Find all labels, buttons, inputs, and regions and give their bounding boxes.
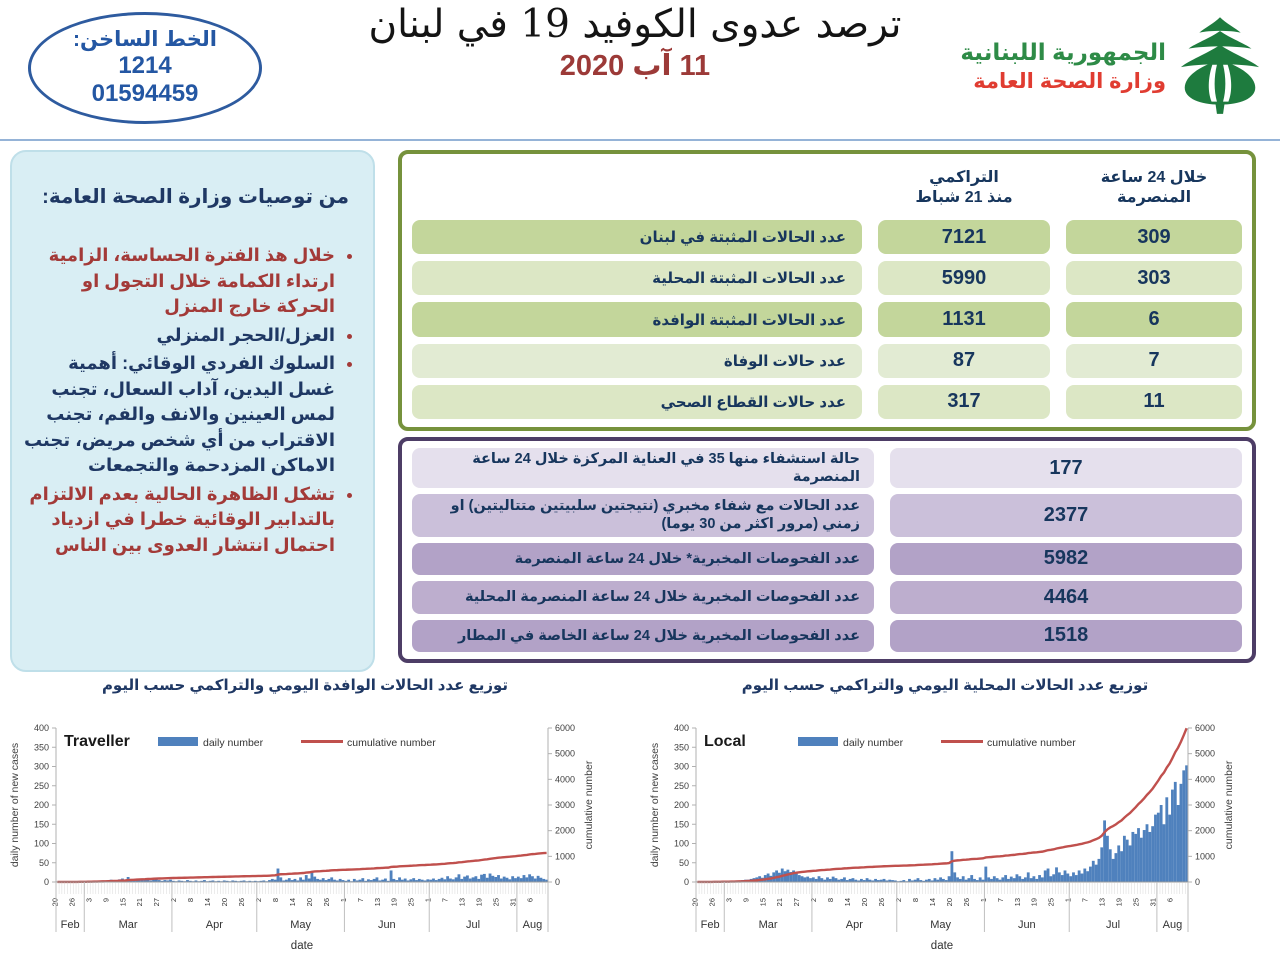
svg-text:7: 7 bbox=[356, 898, 365, 902]
list-item: • السلوك الفردي الوقائي: أهمية غسل اليدين، آداب السعال، تجنب لمس العينين والانف والفم، تجنب الاقتراب من أي شخص مريض، تجنب الاماكن المزدحمة والتجمعات bbox=[22, 351, 335, 479]
svg-text:200: 200 bbox=[34, 800, 49, 810]
table-row bbox=[412, 448, 1242, 488]
svg-text:400: 400 bbox=[674, 723, 689, 733]
recommendations-panel bbox=[10, 150, 375, 672]
svg-text:0: 0 bbox=[555, 877, 560, 887]
table-row bbox=[412, 620, 1242, 653]
table-row bbox=[412, 543, 1242, 576]
svg-text:2: 2 bbox=[894, 898, 903, 902]
row-label-recovered: عدد الحالات مع شفاء مخبري (نتيجتين سلبيتين متتاليتين) او زمني (مرور اكثر من 30 يوما) bbox=[412, 494, 874, 536]
svg-text:Apr: Apr bbox=[846, 919, 863, 931]
svg-text:20: 20 bbox=[860, 898, 869, 906]
svg-text:2: 2 bbox=[169, 898, 178, 902]
svg-text:1: 1 bbox=[424, 898, 433, 902]
svg-text:26: 26 bbox=[877, 898, 886, 906]
svg-text:Traveller: Traveller bbox=[64, 733, 130, 750]
svg-text:Mar: Mar bbox=[119, 919, 138, 931]
svg-text:26: 26 bbox=[237, 898, 246, 906]
svg-text:0: 0 bbox=[1195, 877, 1200, 887]
svg-text:20: 20 bbox=[945, 898, 954, 906]
svg-text:6: 6 bbox=[1165, 898, 1174, 902]
column-header-cumulative: التراكمي منذ 21 شباط bbox=[878, 158, 1050, 213]
svg-text:50: 50 bbox=[39, 858, 49, 868]
svg-text:Feb: Feb bbox=[61, 919, 80, 931]
cell-24h-confirmed-local: 303 bbox=[1066, 261, 1242, 295]
svg-text:25: 25 bbox=[1132, 898, 1141, 906]
svg-text:400: 400 bbox=[34, 723, 49, 733]
svg-text:cumulative number: cumulative number bbox=[347, 737, 436, 749]
recovery-tests-table bbox=[398, 437, 1256, 663]
svg-text:0: 0 bbox=[684, 877, 689, 887]
svg-text:6000: 6000 bbox=[1195, 723, 1215, 733]
hotline-badge bbox=[28, 12, 262, 124]
hotline-number-short: 1214 bbox=[118, 52, 171, 80]
svg-text:19: 19 bbox=[1030, 898, 1039, 906]
svg-text:4000: 4000 bbox=[1195, 774, 1215, 784]
svg-text:20: 20 bbox=[220, 898, 229, 906]
svg-text:15: 15 bbox=[118, 898, 127, 906]
traveller-chart-svg bbox=[6, 716, 606, 958]
cell-24h-health-sector: 11 bbox=[1066, 385, 1242, 419]
svg-text:May: May bbox=[930, 919, 951, 931]
svg-text:2000: 2000 bbox=[1195, 826, 1215, 836]
report-header bbox=[0, 0, 1280, 141]
row-label-deaths: عدد حالات الوفاة bbox=[412, 344, 862, 378]
svg-text:100: 100 bbox=[674, 839, 689, 849]
svg-text:6000: 6000 bbox=[555, 723, 575, 733]
table-row bbox=[412, 581, 1242, 614]
hotline-label: الخط الساخن: bbox=[73, 28, 217, 52]
local-chart-arabic-title: توزيع عدد الحالات المحلية اليومي والتراكمي حسب اليوم bbox=[700, 676, 1190, 694]
svg-text:2000: 2000 bbox=[555, 826, 575, 836]
logo-republic-label: الجمهورية اللبنانية bbox=[960, 37, 1166, 68]
svg-text:13: 13 bbox=[458, 898, 467, 906]
title-block bbox=[320, 2, 950, 83]
cell-tests-24h: 5982 bbox=[890, 543, 1242, 576]
svg-text:19: 19 bbox=[475, 898, 484, 906]
svg-text:0: 0 bbox=[44, 877, 49, 887]
svg-text:3000: 3000 bbox=[555, 800, 575, 810]
row-label-confirmed-imported: عدد الحالات المثبتة الوافدة bbox=[412, 302, 862, 336]
svg-text:250: 250 bbox=[674, 781, 689, 791]
report-date: 11 آب 2020 bbox=[320, 48, 950, 83]
row-label-tests-local: عدد الفحوصات المخبرية خلال 24 ساعة المنصرمة المحلية bbox=[412, 581, 874, 614]
svg-text:25: 25 bbox=[1047, 898, 1056, 906]
svg-text:27: 27 bbox=[792, 898, 801, 906]
svg-text:Aug: Aug bbox=[523, 919, 543, 931]
svg-text:3: 3 bbox=[724, 898, 733, 902]
svg-text:300: 300 bbox=[34, 762, 49, 772]
svg-text:13: 13 bbox=[373, 898, 382, 906]
svg-text:300: 300 bbox=[674, 762, 689, 772]
svg-text:150: 150 bbox=[34, 819, 49, 829]
svg-text:100: 100 bbox=[34, 839, 49, 849]
row-label-tests-airport: عدد الفحوصات المخبرية خلال 24 ساعة الخاصة في المطار bbox=[412, 620, 874, 653]
svg-text:350: 350 bbox=[674, 742, 689, 752]
svg-text:150: 150 bbox=[674, 819, 689, 829]
svg-text:4000: 4000 bbox=[555, 774, 575, 784]
recommendations-list bbox=[22, 243, 359, 559]
svg-text:20: 20 bbox=[690, 898, 699, 906]
row-label-tests-24h: عدد الفحوصات المخبرية* خلال 24 ساعة المنصرمة bbox=[412, 543, 874, 576]
svg-text:2: 2 bbox=[254, 898, 263, 902]
svg-text:3000: 3000 bbox=[1195, 800, 1215, 810]
svg-text:5000: 5000 bbox=[555, 749, 575, 759]
svg-text:25: 25 bbox=[492, 898, 501, 906]
svg-text:8: 8 bbox=[911, 898, 920, 902]
svg-text:26: 26 bbox=[962, 898, 971, 906]
svg-text:7: 7 bbox=[996, 898, 1005, 902]
svg-text:9: 9 bbox=[101, 898, 110, 902]
svg-text:50: 50 bbox=[679, 858, 689, 868]
row-label-health-sector: عدد حالات القطاع الصحي bbox=[412, 385, 862, 419]
svg-text:14: 14 bbox=[928, 898, 937, 906]
svg-text:9: 9 bbox=[741, 898, 750, 902]
svg-text:2: 2 bbox=[809, 898, 818, 902]
svg-text:6: 6 bbox=[525, 898, 534, 902]
svg-text:5000: 5000 bbox=[1195, 749, 1215, 759]
svg-text:13: 13 bbox=[1098, 898, 1107, 906]
svg-text:27: 27 bbox=[152, 898, 161, 906]
svg-text:May: May bbox=[290, 919, 311, 931]
svg-text:19: 19 bbox=[1115, 898, 1124, 906]
svg-text:21: 21 bbox=[775, 898, 784, 906]
svg-text:26: 26 bbox=[322, 898, 331, 906]
table-row bbox=[412, 494, 1242, 536]
svg-text:31: 31 bbox=[1148, 898, 1157, 906]
svg-text:14: 14 bbox=[288, 898, 297, 906]
svg-text:26: 26 bbox=[707, 898, 716, 906]
ministry-logo bbox=[960, 12, 1266, 121]
cell-hospitalized: 177 bbox=[890, 448, 1242, 488]
cell-24h-confirmed-lebanon: 309 bbox=[1066, 220, 1242, 254]
row-label-hospitalized: حالة استشفاء منها 35 في العناية المركزة خلال 24 ساعة المنصرمة bbox=[412, 448, 874, 488]
list-item: • تشكل الظاهرة الحالية بعدم الالتزام بالتدابير الوقائية خطرا في ازدياد احتمال انتشار العدوى بين الناس bbox=[22, 482, 335, 559]
svg-text:Jul: Jul bbox=[1106, 919, 1120, 931]
svg-text:1: 1 bbox=[979, 898, 988, 902]
svg-text:7: 7 bbox=[441, 898, 450, 902]
cases-summary-table bbox=[398, 150, 1256, 431]
svg-text:1000: 1000 bbox=[1195, 851, 1215, 861]
svg-text:1: 1 bbox=[339, 898, 348, 902]
row-label-confirmed-local: عدد الحالات المثبتة المحلية bbox=[412, 261, 862, 295]
svg-text:21: 21 bbox=[135, 898, 144, 906]
svg-text:200: 200 bbox=[674, 800, 689, 810]
cell-24h-confirmed-imported: 6 bbox=[1066, 302, 1242, 336]
svg-text:14: 14 bbox=[843, 898, 852, 906]
svg-text:date: date bbox=[931, 940, 953, 952]
svg-text:19: 19 bbox=[390, 898, 399, 906]
cell-cumulative-health-sector: 317 bbox=[878, 385, 1050, 419]
list-item: • العزل/الحجر المنزلي bbox=[22, 323, 335, 349]
hotline-number-long: 01594459 bbox=[92, 80, 199, 108]
cedar-logo-icon bbox=[1174, 12, 1266, 121]
svg-text:1: 1 bbox=[1064, 898, 1073, 902]
svg-text:Jun: Jun bbox=[1018, 919, 1036, 931]
svg-text:Jun: Jun bbox=[378, 919, 396, 931]
cell-cumulative-confirmed-lebanon: 7121 bbox=[878, 220, 1050, 254]
svg-text:20: 20 bbox=[50, 898, 59, 906]
svg-text:Aug: Aug bbox=[1163, 919, 1183, 931]
svg-text:Feb: Feb bbox=[701, 919, 720, 931]
cell-tests-local: 4464 bbox=[890, 581, 1242, 614]
svg-text:31: 31 bbox=[508, 898, 517, 906]
recommendations-heading: من توصيات وزارة الصحة العامة: bbox=[22, 184, 349, 209]
svg-text:25: 25 bbox=[407, 898, 416, 906]
cell-recovered: 2377 bbox=[890, 494, 1242, 536]
svg-text:Jul: Jul bbox=[466, 919, 480, 931]
svg-text:cumulative number: cumulative number bbox=[583, 760, 595, 849]
svg-text:20: 20 bbox=[305, 898, 314, 906]
svg-text:cumulative number: cumulative number bbox=[987, 737, 1076, 749]
svg-text:26: 26 bbox=[67, 898, 76, 906]
svg-text:Mar: Mar bbox=[759, 919, 778, 931]
svg-text:8: 8 bbox=[826, 898, 835, 902]
page-title: ترصد عدوى الكوفيد 19 في لبنان bbox=[320, 2, 950, 47]
svg-text:3: 3 bbox=[84, 898, 93, 902]
svg-text:daily number of new cases: daily number of new cases bbox=[9, 743, 21, 867]
svg-text:daily number of new cases: daily number of new cases bbox=[649, 743, 661, 867]
cell-tests-airport: 1518 bbox=[890, 620, 1242, 653]
svg-text:13: 13 bbox=[1013, 898, 1022, 906]
svg-text:250: 250 bbox=[34, 781, 49, 791]
svg-text:15: 15 bbox=[758, 898, 767, 906]
cell-cumulative-confirmed-local: 5990 bbox=[878, 261, 1050, 295]
spacer bbox=[412, 158, 862, 213]
svg-text:daily number: daily number bbox=[203, 737, 264, 749]
svg-text:8: 8 bbox=[186, 898, 195, 902]
local-chart bbox=[646, 716, 1246, 958]
local-chart-svg bbox=[646, 716, 1246, 958]
svg-text:1000: 1000 bbox=[555, 851, 575, 861]
svg-text:350: 350 bbox=[34, 742, 49, 752]
svg-text:cumulative number: cumulative number bbox=[1223, 760, 1235, 849]
traveller-chart bbox=[6, 716, 606, 958]
cell-cumulative-confirmed-imported: 1131 bbox=[878, 302, 1050, 336]
svg-text:14: 14 bbox=[203, 898, 212, 906]
cell-cumulative-deaths: 87 bbox=[878, 344, 1050, 378]
cell-24h-deaths: 7 bbox=[1066, 344, 1242, 378]
svg-text:7: 7 bbox=[1081, 898, 1090, 902]
svg-text:Local: Local bbox=[704, 733, 746, 750]
list-item: • خلال هذ الفترة الحساسة، الزامية ارتداء الكمامة خلال التجول او الحركة خارج المنزل bbox=[22, 243, 335, 320]
svg-text:date: date bbox=[291, 940, 313, 952]
svg-text:daily number: daily number bbox=[843, 737, 904, 749]
svg-text:8: 8 bbox=[271, 898, 280, 902]
row-label-confirmed-lebanon: عدد الحالات المثبتة في لبنان bbox=[412, 220, 862, 254]
svg-text:Apr: Apr bbox=[206, 919, 223, 931]
ministry-logo-text bbox=[960, 37, 1166, 96]
logo-ministry-label: وزارة الصحة العامة bbox=[960, 68, 1166, 96]
traveller-chart-arabic-title: توزيع عدد الحالات الوافدة اليومي والتراكمي حسب اليوم bbox=[45, 676, 565, 694]
column-header-last24h: خلال 24 ساعة المنصرمة bbox=[1066, 158, 1242, 213]
